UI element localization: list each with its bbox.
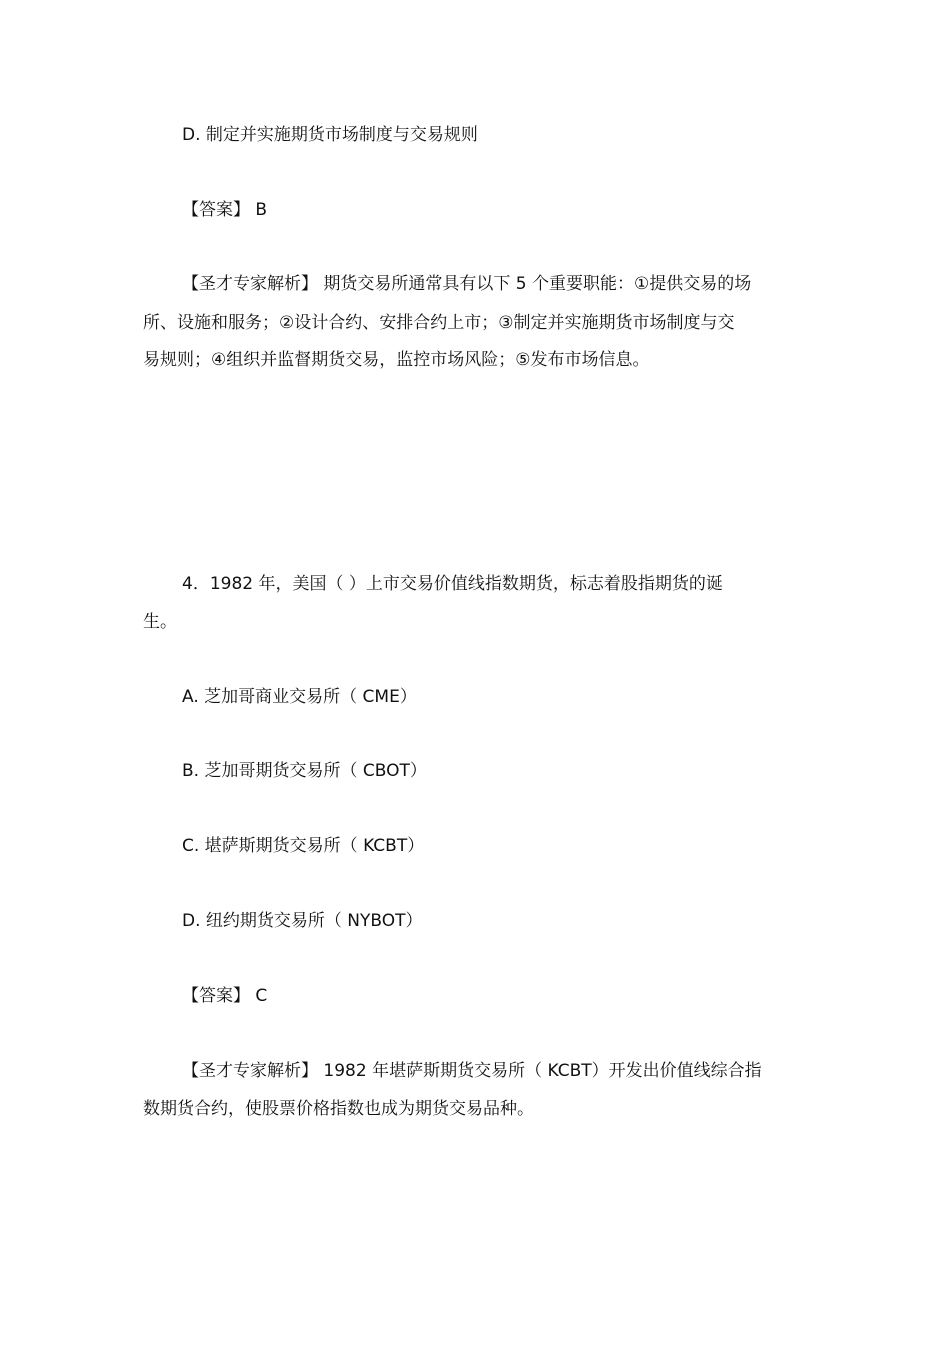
- q3-explanation-line-3: 易规则；④组织并监督期货交易，监控市场风险；⑤发布市场信息。: [143, 350, 650, 370]
- q4-stem-line-2: 生。: [143, 612, 177, 632]
- q3-explanation-line-2: 所、设施和服务；②设计合约、安排合约上市；③制定并实施期货市场制度与交: [143, 313, 735, 333]
- q4-option-d: D. 纽约期货交易所（ NYBOT）: [182, 911, 423, 931]
- q3-explanation-line-1: 【圣才专家解析】 期货交易所通常具有以下 5 个重要职能：①提供交易的场: [182, 274, 752, 294]
- q4-explanation-line-1: 【圣才专家解析】 1982 年堪萨斯期货交易所（ KCBT）开发出价值线综合指: [182, 1061, 762, 1081]
- q4-option-c: C. 堪萨斯期货交易所（ KCBT）: [182, 836, 425, 856]
- q4-option-b: B. 芝加哥期货交易所（ CBOT）: [182, 761, 427, 781]
- q4-stem-line-1: 4．1982 年，美国（ ）上市交易价值线指数期货，标志着股指期货的诞: [182, 574, 723, 594]
- q3-option-d: D. 制定并实施期货市场制度与交易规则: [182, 125, 478, 145]
- q4-explanation-line-2: 数期货合约，使股票价格指数也成为期货交易品种。: [143, 1099, 534, 1119]
- q4-answer: 【答案】 C: [182, 986, 268, 1006]
- q4-option-a: A. 芝加哥商业交易所（ CME）: [182, 687, 417, 707]
- q3-answer: 【答案】 B: [182, 200, 268, 220]
